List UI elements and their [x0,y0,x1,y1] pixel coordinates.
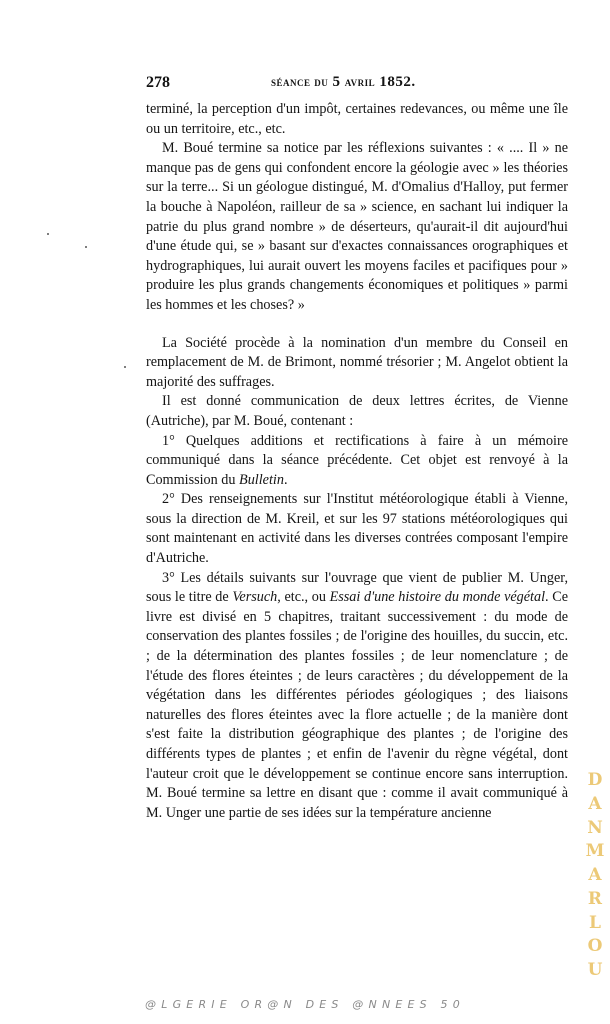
page-number: 278 [146,74,170,91]
running-head-month: avril [344,74,376,89]
bulletin-title: Bulletin [239,471,284,488]
item-3-text-c: . Ce livre est divisé en 5 chapitres, traitant successivement : du mode de conservation des plantes fossiles ; de l'origine des houilles, du succin, etc. ; de la détermination des plantes fossiles ; de leur nomenclature ; de l'étude des flores éteintes ; de leurs caractères ; du développement de la végétation dans les différentes périodes géologiques ; des liaisons naturelles des flores éteintes avec la flore actuelle ; de la manière dont s'est faite la distribution géographique des plantes ; de l'origine des différents types de plantes ; et enfin de l'avenir du règne végétal, dont l'auteur croit que le développement se continue encore sans interruption. M. Boué termine sa lettre en disant que : comme il avait communiqué à M. Unger une partie de ses idées sur la température ancienne [146,589,568,821]
running-head-year: 1852. [379,74,416,90]
watermark-letter: D [587,770,603,790]
essai-title: Essai d'une histoire du monde végétal [329,589,546,606]
paragraph-communication: Il est donné communication de deux lettres écrites, de Vienne (Autriche), par M. Boué, contenant : [146,393,568,429]
watermark-letter: O [587,936,603,957]
item-3-text-a: 3° Les détails suivants sur l'ouvrage que vient de publier M. Unger, sous le titre de [146,569,568,606]
paragraph-item-3 [146,569,568,824]
item-3-text-b: , etc., ou [277,589,330,606]
scan-speck [85,246,87,248]
watermark-letter: L [589,912,601,933]
running-head [271,74,416,91]
paragraph-item-2: 2° Des renseignements sur l'Institut météorologique établi à Vienne, sous la direction de M. Kreil, et sur les 97 stations météorologiques qui sont maintenant en activité dans les diverses contrées composant l'empire d'Autriche. [146,491,568,567]
scan-speck [124,366,126,368]
watermark-letter: N [587,817,603,838]
scan-speck [47,233,49,235]
paragraph-item-1 [146,432,568,491]
side-watermark [584,770,606,980]
running-head-day: 5 [332,74,341,90]
running-head-seance: séance du [271,74,329,89]
watermark-letter: A [588,865,602,885]
item-1-text: 1° Quelques additions et rectifications à faire à un mémoire communiqué dans la séance précédente. Cet objet est renvoyé à la Commission du [146,432,568,488]
footer-watermark: @LGERIE OR@N DES @NNEES 50 [145,998,465,1011]
paragraph-nomination: La Société procède à la nomination d'un membre du Conseil en remplacement de M. de Brimont, nommé trésorier ; M. Angelot obtient la majorité des suffrages. [146,334,568,390]
paragraph-1: terminé, la perception d'un impôt, certaines redevances, ou même une île ou un territoire, etc., etc. [146,101,568,137]
body-text [146,100,568,823]
page-header [146,74,566,94]
watermark-letter: M [585,841,605,862]
watermark-letter: U [587,960,603,980]
versuch-title: Versuch [232,589,278,606]
watermark-letter: A [588,793,602,814]
paragraph-boue-quote: M. Boué termine sa notice par les réflexions suivantes : « .... Il » ne manque pas de gens qui confondent encore la géologie avec » les théories sur la terre... Si un géologue distingué, M. d'Omalius d'Halloy, put fermer la bouche à Napoléon, railleur de sa » science, en sachant lui indiquer la patrie du plus grand nombre » de déserteurs, qu'aurait-il dit aujourd'hui d'une étude qui, se » basant sur d'exactes connaissances orographiques et hydrographiques, lui aurait ouvert les moyens faciles et pacifiques pour » produire les plus grands changements économiques et politiques » parmi les hommes et les choses? » [146,140,568,313]
item-1-end: . [283,471,288,488]
watermark-letter: R [587,888,603,909]
